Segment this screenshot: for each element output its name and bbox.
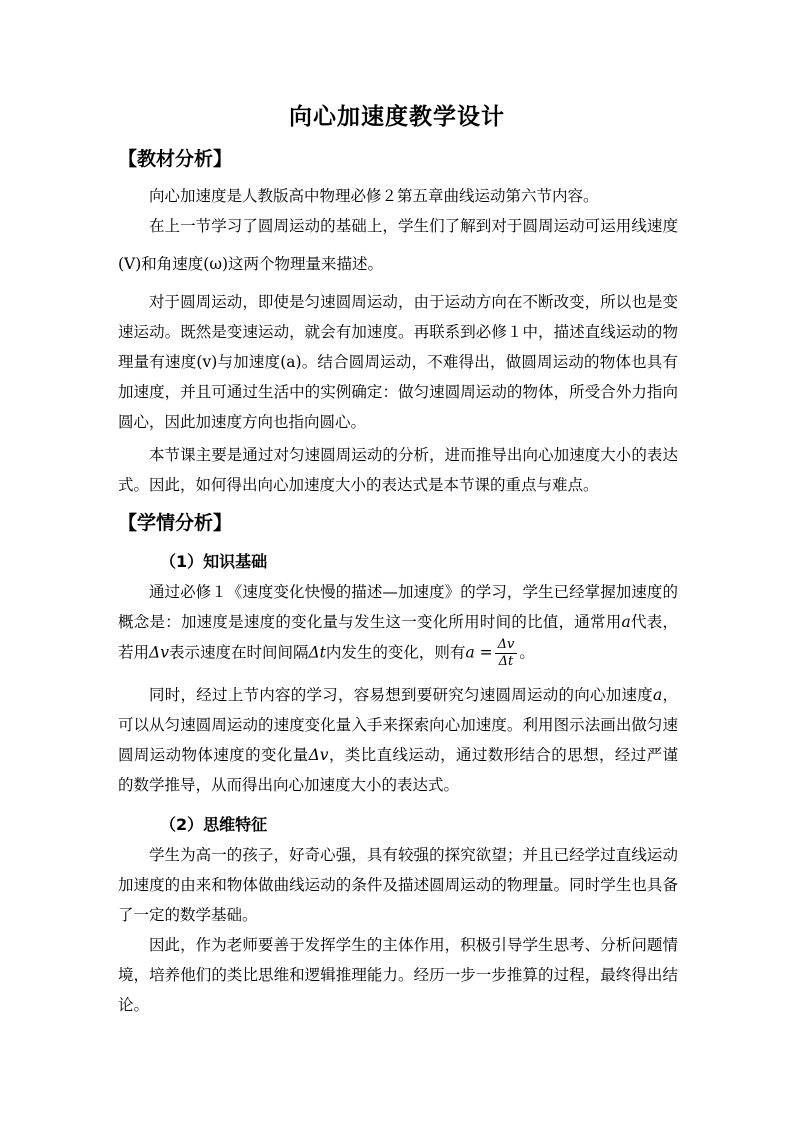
formula-lhs: a = [465,643,493,662]
variable-a: a [652,686,663,704]
subsection-heading-thinking: （2）思维特征 [160,815,268,834]
paragraph-knowledge-extension [118,680,678,800]
paragraph: 向心加速度是人教版高中物理必修２第五章曲线运动第六节内容。 [149,187,599,205]
text-run: 表示速度在时间间隔 [168,643,309,662]
text-run: ，类比直线运动，通过数形结合的思想，经过严谨的数学推导，从而得出向心加速度大小的表达式。 [118,746,678,794]
variable-delta-v: Δv [308,746,329,764]
text-run: ，可以从匀速圆周运动的速度变化量入手来探索向心加速度。利用图示法画出做匀速圆周运动物体速度的变化量 [118,686,678,764]
paragraph: 因此，作为老师要善于发挥学生的主体作用，积极引导学生思考、分析问题情境，培养他们的类比思维和逻辑推理能力。经历一步一步推算的过程，最终得出结论。 [118,936,678,1014]
variable-delta-t: Δt [308,643,326,662]
paragraph: 学生为高一的孩子，好奇心强，具有较强的探究欲望；并且已经学过直线运动加速度的由来和物体做曲线运动的条件及描述圆周运动的物理量。同时学生也具备了一定的数学基础。 [118,846,678,924]
variable-a: a [621,613,631,631]
fraction-denominator: Δt [498,654,514,669]
paragraph: 在上一节学习了圆周运动的基础上，学生们了解到对于圆周运动可运用线速度(V)和角速度(ω)这两个物理量来描述。 [118,217,678,273]
subsection-heading-knowledge: （1）知识基础 [160,552,268,571]
paragraph: 对于圆周运动，即使是匀速圆周运动，由于运动方向在不断改变，所以也是变速运动。既然是变速运动，就会有加速度。再联系到必修１中，描述直线运动的物理量有速度(v)与加速度(a)。结合圆周运动，不难得出，做圆周运动的物体也具有加速度，并且可通过生活中的实例确定：做匀速圆周运动的物体，所受合外力指向圆心，因此加速度方向也指向圆心。 [118,293,678,431]
section-heading-student-analysis: 【学情分析】 [118,512,233,534]
text-run: 内发生的变化，则有 [325,643,466,662]
paragraph: 本节课主要是通过对匀速圆周运动的分析，进而推导出向心加速度大小的表达式。因此，如何得出向心加速度大小的表达式是本节课的重点与难点。 [118,446,678,494]
text-run: 代表，若用 [118,613,678,662]
variable-delta-v: Δv [149,643,169,662]
text-run: 通过必修１《速度变化快慢的描述—加速度》的学习，学生已经掌握加速度的概念是：加速度是速度的变化量与发生这一变化所用时间的比值，通常用 [118,583,678,631]
section-heading-textbook-analysis: 【教材分析】 [118,148,233,170]
paragraph-knowledge-basis [118,577,678,670]
fraction-numerator: Δv [495,637,518,654]
text-run: 同时，经过上节内容的学习，容易想到要研究匀速圆周运动的向心加速度 [149,686,653,704]
page-title: 向心加速度教学设计 [289,104,505,130]
text-run: 。 [519,643,535,662]
formula-fraction [495,637,518,670]
